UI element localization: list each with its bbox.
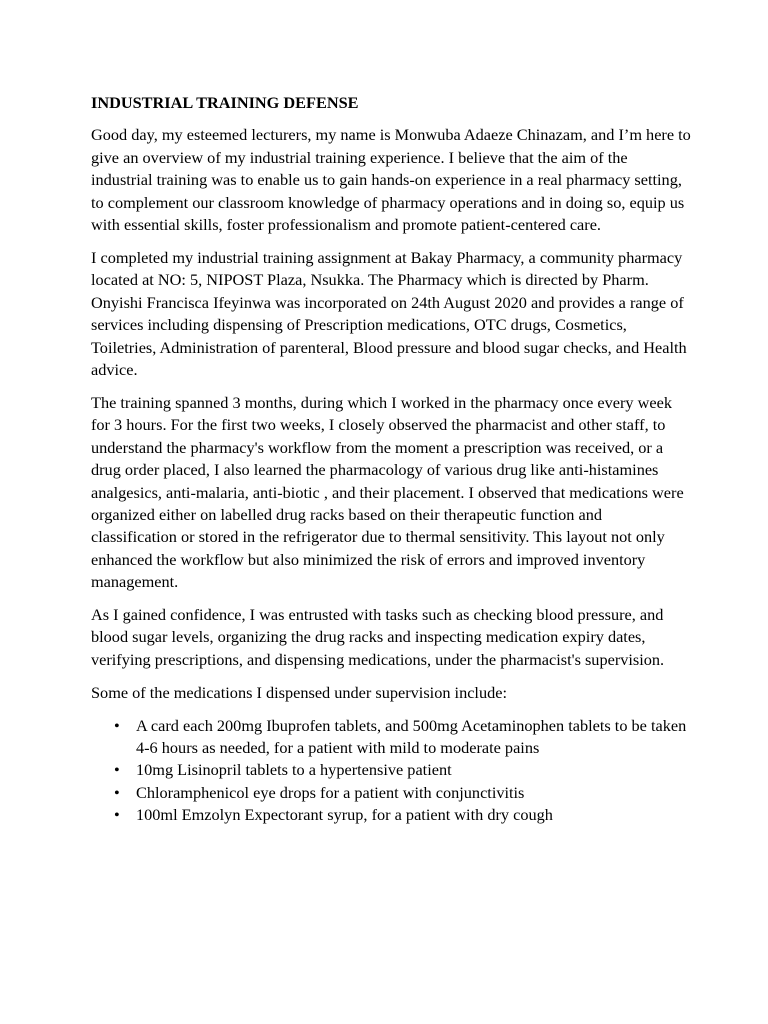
list-item [91,715,691,760]
document-title: INDUSTRIAL TRAINING DEFENSE [91,93,359,112]
bullet-icon: • [114,715,120,735]
list-item-text: A card each 200mg Ibuprofen tablets, and 500mg Acetaminophen tablets to be taken 4-6 hours as needed, for a patient with mild to moderate pains [136,715,687,758]
list-item-text: 10mg Lisinopril tablets to a hypertensive patient [136,760,452,780]
list-item-text: 100ml Emzolyn Expectorant syrup, for a patient with dry cough [136,805,553,825]
bullet-icon: • [114,782,120,802]
paragraph-medications-intro: Some of the medications I dispensed under supervision include: [91,682,507,702]
list-item [91,804,691,826]
paragraph-tasks: As I gained confidence, I was entrusted with tasks such as checking blood pressure, and blood sugar levels, organizing the drug racks and inspecting medication expiry dates, verifying prescriptions, and dispensing medications, under the pharmacist's supervision. [91,605,665,669]
paragraph-placement: I completed my industrial training assignment at Bakay Pharmacy, a community pharmacy located at NO: 5, NIPOST Plaza, Nsukka. The Pharmacy which is directed by Pharm. Onyishi Francisca Ifeyinwa was incorporated on 24th August 2020 and provides a range of services including dispensing of Prescription medications, OTC drugs, Cosmetics, Toiletries, Administration of parenteral, Blood pressure and blood sugar checks, and Health advice. [91,247,687,379]
document-body [91,92,691,827]
list-item [91,782,691,804]
list-item [91,759,691,781]
bullet-icon: • [114,805,120,825]
paragraph-introduction: Good day, my esteemed lecturers, my name is Monwuba Adaeze Chinazam, and I’m here to give an overview of my industrial training experience. I believe that the aim of the industrial training was to enable us to gain hands-on experience in a real pharmacy setting, to complement our classroom knowledge of pharmacy operations and in doing so, equip us with essential skills, foster professionalism and promote patient-centered care. [91,125,691,235]
bullet-icon: • [114,760,120,780]
list-item-text: Chloramphenicol eye drops for a patient with conjunctivitis [136,782,525,802]
paragraph-training-duration: The training spanned 3 months, during which I worked in the pharmacy once every week for 3 hours. For the first two weeks, I closely observed the pharmacist and other staff, to understand the pharmacy's workflow from the moment a prescription was received, or a drug order placed, I also learned the pharmacology of various drug like anti-histamines analgesics, anti-malaria, anti-biotic , and their placement. I observed that medications were organized either on labelled drug racks based on their therapeutic function and classification or stored in the refrigerator due to thermal sensitivity. This layout not only enhanced the workflow but also minimized the risk of errors and improved inventory management. [91,392,684,592]
medications-list [91,715,691,827]
